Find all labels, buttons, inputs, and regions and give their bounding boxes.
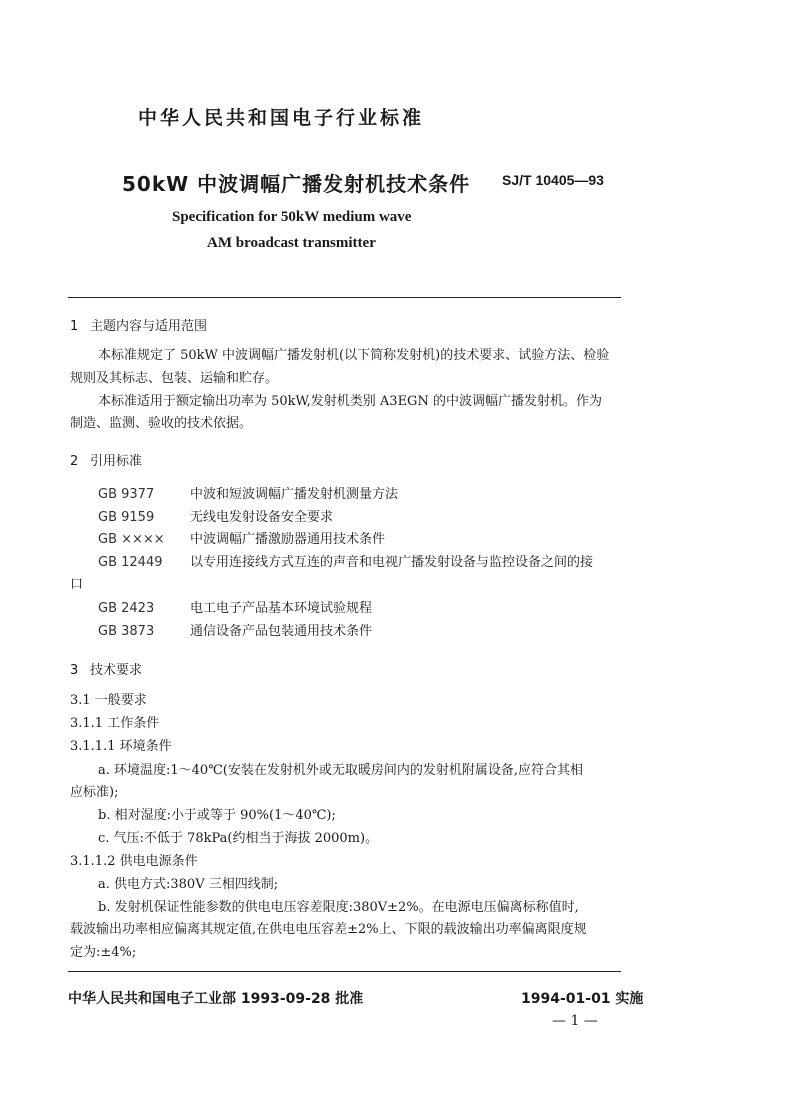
- power-item-b-line-1: b. 发射机保证性能参数的供电电压容差限度:380V±2%。在电源电压偏离标称值时,: [98, 900, 579, 915]
- reference-code: GB 3873: [98, 624, 155, 639]
- section-title: 主题内容与适用范围: [90, 319, 208, 334]
- power-item-a: a. 供电方式:380V 三相四线制;: [98, 877, 279, 892]
- section-3-heading: [70, 659, 142, 678]
- reference-title: 中波和短波调幅广播发射机测量方法: [190, 487, 399, 502]
- section-number: 1: [70, 319, 79, 334]
- power-item-b-line-3: 定为:±4%;: [70, 945, 137, 960]
- env-item-a-line-2: 应标准);: [70, 785, 119, 800]
- reference-title-wrap: 口: [70, 577, 84, 592]
- effective-date: 1994-01-01 实施: [521, 991, 644, 1007]
- reference-title: 通信设备产品包装通用技术条件: [190, 624, 373, 639]
- subsection-3-1-1: 3.1.1 工作条件: [70, 716, 160, 731]
- document-title: 50kW 中波调幅广播发射机技术条件: [122, 172, 471, 196]
- env-item-a-line-1: a. 环境温度:1～40℃(安装在发射机外或无取暖房间内的发射机附属设备,应符合其相: [98, 763, 583, 778]
- page-number: — 1 —: [552, 1013, 598, 1029]
- reference-code: GB 9159: [98, 510, 155, 525]
- s1-paragraph-1-line-1: 本标准规定了 50kW 中波调幅广播发射机(以下简称发射机)的技术要求、试验方法、检验: [98, 348, 610, 363]
- subsection-3-1-1-2: 3.1.1.2 供电电源条件: [70, 854, 198, 869]
- power-item-b-line-2: 载波输出功率相应偏离其规定值,在供电电压容差±2%上、下限的载波输出功率偏离限度规: [70, 922, 587, 937]
- section-number: 2: [70, 454, 79, 469]
- s1-paragraph-1-line-2: 规则及其标志、包装、运输和贮存。: [70, 371, 279, 386]
- reference-title: 中波调幅广播激励器通用技术条件: [190, 532, 386, 547]
- env-item-c: c. 气压:不低于 78kPa(约相当于海拔 2000m)。: [98, 831, 379, 846]
- section-number: 3: [70, 663, 79, 678]
- section-2-heading: [70, 450, 142, 469]
- section-1-heading: [70, 315, 207, 334]
- s1-paragraph-2-line-2: 制造、监测、验收的技术依据。: [70, 416, 253, 431]
- section-title: 引用标准: [90, 454, 143, 469]
- english-title-line-1: Specification for 50kW medium wave: [172, 209, 412, 225]
- reference-code: GB 2423: [98, 601, 155, 616]
- subsection-3-1: 3.1 一般要求: [70, 693, 147, 708]
- reference-title: 电工电子产品基本环境试验规程: [190, 601, 373, 616]
- reference-title: 以专用连接线方式互连的声音和电视广播发射设备与监控设备之间的接: [190, 555, 594, 570]
- section-title: 技术要求: [90, 663, 143, 678]
- approval-statement: 中华人民共和国电子工业部 1993-09-28 批准: [68, 991, 364, 1007]
- reference-code: GB ××××: [98, 532, 165, 547]
- footer-divider: [68, 971, 621, 972]
- reference-title: 无线电发射设备安全要求: [190, 510, 334, 525]
- reference-code: GB 9377: [98, 487, 155, 502]
- reference-code: GB 12449: [98, 555, 163, 570]
- standard-code: SJ/T 10405—93: [502, 172, 604, 188]
- standard-category-heading: 中华人民共和国电子行业标准: [138, 107, 425, 129]
- english-title-line-2: AM broadcast transmitter: [207, 235, 376, 251]
- header-divider: [68, 297, 621, 298]
- env-item-b: b. 相对湿度:小于或等于 90%(1～40℃);: [98, 808, 336, 823]
- s1-paragraph-2-line-1: 本标准适用于额定输出功率为 50kW,发射机类别 A3EGN 的中波调幅广播发射机。作为: [98, 394, 602, 409]
- subsection-3-1-1-1: 3.1.1.1 环境条件: [70, 739, 172, 754]
